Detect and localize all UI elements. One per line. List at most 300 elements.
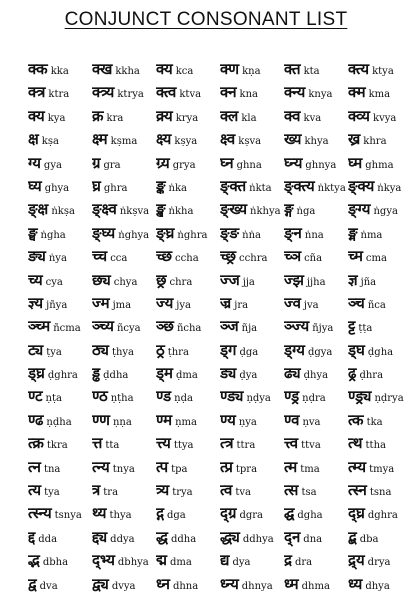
devanagari-conjunct: त्त्य (156, 436, 171, 453)
transliteration: ṇḍrya (374, 393, 404, 405)
devanagari-conjunct: ज्म (92, 295, 110, 312)
transliteration: ṭṭa (358, 323, 373, 335)
transliteration: ghma (365, 159, 394, 171)
devanagari-conjunct: त्प (156, 459, 169, 476)
devanagari-conjunct: ङ्क्ष (28, 202, 49, 219)
transliteration: dbhya (117, 557, 149, 569)
conjunct-entry (28, 109, 90, 132)
transliteration: ṅkhya (250, 206, 281, 218)
devanagari-conjunct: ङ्क्त्य (284, 178, 315, 195)
devanagari-conjunct: ण्ड्र्य (348, 389, 372, 406)
transliteration: ṅna (304, 229, 324, 241)
devanagari-conjunct: ख्र (348, 132, 361, 149)
transliteration: kya (47, 112, 66, 124)
conjunct-entry (220, 62, 282, 85)
transliteration: dhma (301, 580, 330, 592)
conjunct-entry (156, 85, 218, 108)
devanagari-conjunct: त्त्र (220, 436, 234, 453)
conjunct-entry (348, 553, 410, 576)
conjunct-entry (348, 319, 410, 342)
transliteration: ṭya (46, 346, 62, 358)
devanagari-conjunct: द्म (156, 553, 167, 570)
conjunct-entry (220, 296, 282, 319)
conjunct-entry (284, 366, 346, 389)
transliteration: jma (112, 299, 132, 311)
devanagari-conjunct: ङ्य (28, 249, 46, 266)
transliteration: tta (105, 440, 120, 452)
conjunct-entry (220, 249, 282, 272)
transliteration: ṇḍha (46, 416, 72, 428)
devanagari-conjunct: ङ्ग (284, 202, 294, 219)
transliteration: khya (304, 136, 329, 148)
devanagari-conjunct: क्त्र्य (92, 85, 115, 102)
devanagari-conjunct: द्र (284, 553, 292, 570)
conjunct-entry (284, 577, 346, 600)
devanagari-conjunct: त्क्र (28, 436, 44, 453)
devanagari-conjunct: क्ख (92, 62, 113, 78)
devanagari-conjunct: क्त्र (28, 85, 46, 102)
transliteration: ktrya (117, 89, 144, 101)
transliteration: dda (38, 533, 58, 545)
conjunct-entry (156, 226, 218, 249)
transliteration: kṣva (238, 136, 262, 148)
transliteration: grya (172, 159, 196, 171)
conjunct-entry (284, 132, 346, 155)
transliteration: kca (175, 66, 194, 77)
devanagari-conjunct: क्त्य (348, 62, 370, 78)
devanagari-conjunct: च्छ (156, 249, 173, 266)
conjunct-entry (156, 530, 218, 553)
conjunct-entry (92, 366, 154, 389)
transliteration: tpa (171, 463, 188, 475)
transliteration: dva (39, 580, 58, 592)
conjunct-entry (92, 296, 154, 319)
conjunct-entry (156, 343, 218, 366)
conjunct-entry (156, 483, 218, 506)
transliteration: ṅma (360, 229, 383, 241)
devanagari-conjunct: ड्ढ (92, 366, 101, 383)
transliteration: ttra (236, 440, 256, 452)
transliteration: dhna (172, 580, 199, 592)
transliteration: dhya (365, 580, 390, 592)
conjunct-entry (220, 179, 282, 202)
conjunct-entry (28, 366, 90, 389)
devanagari-conjunct: क्न्य (284, 85, 306, 102)
devanagari-conjunct: च्ञ (284, 249, 302, 266)
conjunct-grid (28, 62, 410, 600)
transliteration: ṅga (296, 206, 316, 218)
transliteration: ghna (236, 159, 262, 171)
transliteration: dba (359, 533, 379, 545)
transliteration: ṇva (302, 416, 321, 428)
devanagari-conjunct: ढ्य (284, 366, 301, 383)
conjunct-entry (156, 62, 218, 85)
conjunct-entry (220, 389, 282, 412)
devanagari-conjunct: क्ष (28, 132, 39, 149)
devanagari-conjunct: त्त (92, 436, 103, 453)
conjunct-entry (156, 202, 218, 225)
transliteration: kma (368, 89, 391, 101)
devanagari-conjunct: ङ्ङ (220, 225, 240, 242)
conjunct-entry (156, 249, 218, 272)
devanagari-conjunct: ञ्ज (220, 319, 239, 336)
transliteration: tnya (112, 463, 135, 475)
conjunct-entry (220, 553, 282, 576)
transliteration: ghra (103, 182, 128, 194)
devanagari-conjunct: त्स (284, 483, 299, 500)
transliteration: jra (234, 299, 249, 311)
conjunct-entry (348, 62, 410, 85)
conjunct-entry (156, 319, 218, 342)
conjunct-entry (284, 62, 346, 85)
transliteration: kva (303, 112, 322, 124)
devanagari-conjunct: च्छ्र (220, 249, 237, 266)
devanagari-conjunct: छ्र (156, 272, 167, 289)
conjunct-entry (220, 483, 282, 506)
devanagari-conjunct: द्ध (156, 529, 168, 546)
transliteration: ṅya (48, 253, 67, 265)
conjunct-entry (284, 530, 346, 553)
devanagari-conjunct: द्द्य (92, 529, 108, 546)
transliteration: ttha (365, 440, 386, 452)
transliteration: ḍya (239, 370, 258, 382)
transliteration: kna (239, 89, 259, 101)
transliteration: dga (167, 510, 186, 522)
conjunct-entry (284, 85, 346, 108)
devanagari-conjunct: ङ्ख्य (220, 202, 248, 219)
transliteration: kṣya (174, 136, 198, 148)
transliteration: dhnya (241, 580, 273, 592)
devanagari-conjunct: घ्र (92, 178, 101, 195)
conjunct-entry (28, 62, 90, 85)
conjunct-entry (220, 319, 282, 342)
devanagari-conjunct: क्व्य (348, 108, 371, 125)
devanagari-conjunct: ण्व (284, 412, 300, 429)
devanagari-conjunct: ङ्ख (156, 202, 166, 219)
devanagari-conjunct: क्ष्व (220, 132, 236, 149)
conjunct-entry (28, 506, 90, 529)
transliteration: gra (103, 159, 121, 171)
transliteration: dya (232, 557, 251, 569)
devanagari-conjunct: क्र्य (156, 108, 173, 125)
conjunct-entry (156, 273, 218, 296)
transliteration: knya (308, 89, 333, 101)
transliteration: kka (50, 66, 69, 77)
devanagari-conjunct: ध्म (284, 576, 299, 593)
devanagari-conjunct: क्ल (220, 108, 239, 125)
conjunct-entry (28, 483, 90, 506)
devanagari-conjunct: द्घ्र (348, 506, 365, 523)
conjunct-entry (220, 109, 282, 132)
devanagari-conjunct: द्भ्य (92, 553, 115, 570)
conjunct-entry (156, 436, 218, 459)
transliteration: ṭhra (167, 346, 189, 358)
conjunct-entry (92, 460, 154, 483)
transliteration: kṇa (242, 66, 261, 77)
conjunct-entry (92, 273, 154, 296)
transliteration: ttya (173, 440, 194, 452)
transliteration: ḍma (176, 370, 198, 382)
transliteration: jjha (306, 276, 326, 288)
conjunct-entry (284, 296, 346, 319)
conjunct-entry (28, 156, 90, 179)
transliteration: drya (367, 557, 391, 569)
conjunct-entry (220, 460, 282, 483)
devanagari-conjunct: ग्र्य (156, 155, 170, 172)
devanagari-conjunct: त्व (220, 483, 233, 500)
transliteration: ṅghra (177, 229, 208, 241)
devanagari-conjunct: ध्य (348, 576, 363, 593)
conjunct-entry (220, 366, 282, 389)
devanagari-conjunct: ञ्च (348, 295, 365, 312)
transliteration: ṇṇa (112, 416, 132, 428)
transliteration: ṅghya (118, 229, 150, 241)
conjunct-entry (28, 273, 90, 296)
transliteration: tsa (301, 487, 317, 499)
conjunct-entry (348, 226, 410, 249)
transliteration: tsnya (54, 510, 82, 522)
transliteration: dna (303, 533, 323, 545)
transliteration: krya (175, 112, 199, 124)
devanagari-conjunct: ख्य (284, 132, 302, 149)
page-title: CONJUNCT CONSONANT LIST (64, 9, 348, 30)
conjunct-entry (220, 85, 282, 108)
devanagari-conjunct: ण्ड्य (220, 389, 244, 406)
transliteration: ddhya (242, 533, 274, 545)
transliteration: kvya (373, 112, 397, 124)
conjunct-entry (92, 436, 154, 459)
conjunct-entry (220, 132, 282, 155)
conjunct-entry (220, 202, 282, 225)
transliteration: kkha (115, 66, 140, 77)
conjunct-entry (284, 226, 346, 249)
conjunct-entry (28, 553, 90, 576)
devanagari-conjunct: ट्ट (348, 319, 356, 336)
transliteration: ghya (44, 182, 70, 194)
transliteration: kṣa (41, 136, 59, 148)
devanagari-conjunct: च्म (348, 249, 363, 266)
devanagari-conjunct: त्स्न (348, 483, 367, 500)
conjunct-entry (348, 413, 410, 436)
transliteration: ṅṅa (242, 229, 261, 241)
conjunct-entry (156, 413, 218, 436)
transliteration: tna (43, 463, 61, 475)
devanagari-conjunct: ण्ठ (92, 389, 108, 406)
transliteration: ddya (110, 533, 135, 545)
conjunct-entry (284, 249, 346, 272)
devanagari-conjunct: द्ग्र (220, 506, 237, 523)
transliteration: tka (366, 416, 383, 428)
conjunct-entry (348, 85, 410, 108)
conjunct-entry (92, 343, 154, 366)
transliteration: dra (294, 557, 313, 569)
devanagari-conjunct: ञ्च्म (28, 319, 51, 336)
devanagari-conjunct: ज्ञ्य (28, 295, 44, 312)
devanagari-conjunct: ण्ण (92, 412, 110, 429)
devanagari-conjunct: त्क (348, 412, 364, 429)
devanagari-conjunct: ड्ग्य (284, 342, 305, 359)
devanagari-conjunct: त्म (284, 459, 298, 476)
conjunct-entry (284, 273, 346, 296)
conjunct-entry (28, 413, 90, 436)
devanagari-conjunct: ङ्घ्य (92, 225, 116, 242)
transliteration: ṇḍra (302, 393, 326, 405)
devanagari-conjunct: ङ्न (284, 225, 302, 242)
devanagari-conjunct: द्व्य (92, 576, 109, 593)
conjunct-entry (28, 389, 90, 412)
transliteration: ttva (301, 440, 321, 452)
transliteration: dma (170, 557, 192, 569)
conjunct-entry (284, 389, 346, 412)
devanagari-conjunct: ञ्छ (156, 319, 174, 336)
conjunct-entry (348, 436, 410, 459)
transliteration: dgra (239, 510, 263, 522)
conjunct-entry (92, 389, 154, 412)
conjunct-entry (28, 577, 90, 600)
conjunct-entry (156, 132, 218, 155)
conjunct-entry (156, 296, 218, 319)
transliteration: tpra (235, 463, 258, 475)
transliteration: ddha (171, 533, 197, 545)
devanagari-conjunct: ण्ट (28, 389, 43, 406)
transliteration: chya (113, 276, 138, 288)
transliteration: ṅgha (40, 229, 66, 241)
devanagari-conjunct: त्य (28, 483, 42, 500)
conjunct-entry (92, 319, 154, 342)
devanagari-conjunct: घ्म (348, 155, 363, 172)
transliteration: trya (172, 487, 193, 499)
transliteration: jya (176, 299, 191, 311)
devanagari-conjunct: घ्न (220, 155, 234, 172)
devanagari-conjunct: ङ्क (156, 178, 166, 195)
devanagari-conjunct: द्ग (156, 506, 164, 523)
transliteration: ṭhya (111, 346, 135, 358)
devanagari-conjunct: ण्म (156, 412, 173, 429)
transliteration: ṅkha (168, 206, 194, 218)
transliteration: ṇma (175, 416, 197, 428)
devanagari-conjunct: ज्ञ (348, 272, 358, 289)
conjunct-entry (220, 226, 282, 249)
conjunct-entry (348, 460, 410, 483)
conjunct-entry (348, 577, 410, 600)
conjunct-entry (156, 389, 218, 412)
conjunct-entry (92, 483, 154, 506)
conjunct-entry (348, 343, 410, 366)
devanagari-conjunct: घ्य (28, 178, 42, 195)
devanagari-conjunct: ण्ड (156, 389, 172, 406)
devanagari-conjunct: त्थ (348, 436, 363, 453)
devanagari-conjunct: ट्य (28, 342, 44, 359)
devanagari-conjunct: द्भ (28, 553, 40, 570)
devanagari-conjunct: क्ष्य (156, 132, 172, 149)
conjunct-entry (156, 109, 218, 132)
conjunct-entry (28, 319, 90, 342)
transliteration: ñja (241, 323, 258, 335)
devanagari-conjunct: ञ्ज्य (284, 319, 310, 336)
conjunct-entry (156, 460, 218, 483)
transliteration: jva (303, 299, 319, 311)
conjunct-entry (284, 319, 346, 342)
conjunct-entry (220, 506, 282, 529)
transliteration: ḍgha (367, 346, 394, 358)
transliteration: ṅgya (373, 206, 398, 218)
conjunct-entry (284, 156, 346, 179)
conjunct-entry (348, 109, 410, 132)
transliteration: ṅkṣa (51, 206, 75, 218)
devanagari-conjunct: छ्य (92, 272, 111, 289)
conjunct-entry (348, 366, 410, 389)
transliteration: ñcma (53, 323, 81, 335)
transliteration: dvya (111, 580, 136, 592)
conjunct-entry (28, 530, 90, 553)
devanagari-conjunct: क्य (156, 62, 173, 78)
transliteration: ktya (372, 66, 394, 77)
devanagari-conjunct: त्र्य (156, 483, 170, 500)
devanagari-conjunct: ज्य (156, 295, 174, 312)
devanagari-conjunct: ङ्ग्य (348, 202, 371, 219)
conjunct-entry (284, 506, 346, 529)
conjunct-entry (28, 179, 90, 202)
transliteration: kra (106, 112, 124, 124)
conjunct-entry (28, 436, 90, 459)
conjunct-entry (156, 366, 218, 389)
devanagari-conjunct: त्प्र (220, 459, 233, 476)
devanagari-conjunct: ड्य (220, 366, 237, 383)
transliteration: jña (360, 276, 377, 288)
conjunct-entry (348, 389, 410, 412)
transliteration: cya (45, 276, 63, 288)
transliteration: ṇya (238, 416, 257, 428)
devanagari-conjunct: ज्झ (284, 272, 304, 289)
conjunct-entry (220, 273, 282, 296)
conjunct-entry (92, 109, 154, 132)
transliteration: ṇṭha (110, 393, 134, 405)
conjunct-entry (284, 483, 346, 506)
devanagari-conjunct: ड्ग (220, 342, 237, 359)
conjunct-entry (220, 530, 282, 553)
conjunct-entry (220, 577, 282, 600)
devanagari-conjunct: ड्घ्र (28, 366, 45, 383)
devanagari-conjunct: क्व (284, 108, 301, 125)
devanagari-conjunct: ठ्य (92, 342, 109, 359)
conjunct-entry (284, 553, 346, 576)
conjunct-entry (220, 156, 282, 179)
devanagari-conjunct: क्क (28, 62, 48, 78)
conjunct-entry (220, 413, 282, 436)
transliteration: ḍgya (307, 346, 333, 358)
conjunct-entry (92, 226, 154, 249)
transliteration: kla (241, 112, 257, 124)
devanagari-conjunct: ठ्र (156, 342, 165, 359)
transliteration: ṅkta (249, 182, 272, 194)
transliteration: jja (242, 276, 255, 288)
transliteration: tra (103, 487, 119, 499)
transliteration: ḍghra (47, 370, 78, 382)
conjunct-entry (284, 436, 346, 459)
devanagari-conjunct: ङ्क्त (220, 178, 247, 195)
transliteration: ṇḍa (174, 393, 193, 405)
conjunct-entry (348, 202, 410, 225)
transliteration: khra (363, 136, 387, 148)
devanagari-conjunct: ड्घ (348, 342, 365, 359)
devanagari-conjunct: त्न्य (92, 459, 110, 476)
conjunct-entry (28, 226, 90, 249)
transliteration: chra (169, 276, 193, 288)
conjunct-entry (348, 506, 410, 529)
transliteration: tsna (369, 487, 392, 499)
conjunct-entry (28, 85, 90, 108)
transliteration: tma (300, 463, 320, 475)
